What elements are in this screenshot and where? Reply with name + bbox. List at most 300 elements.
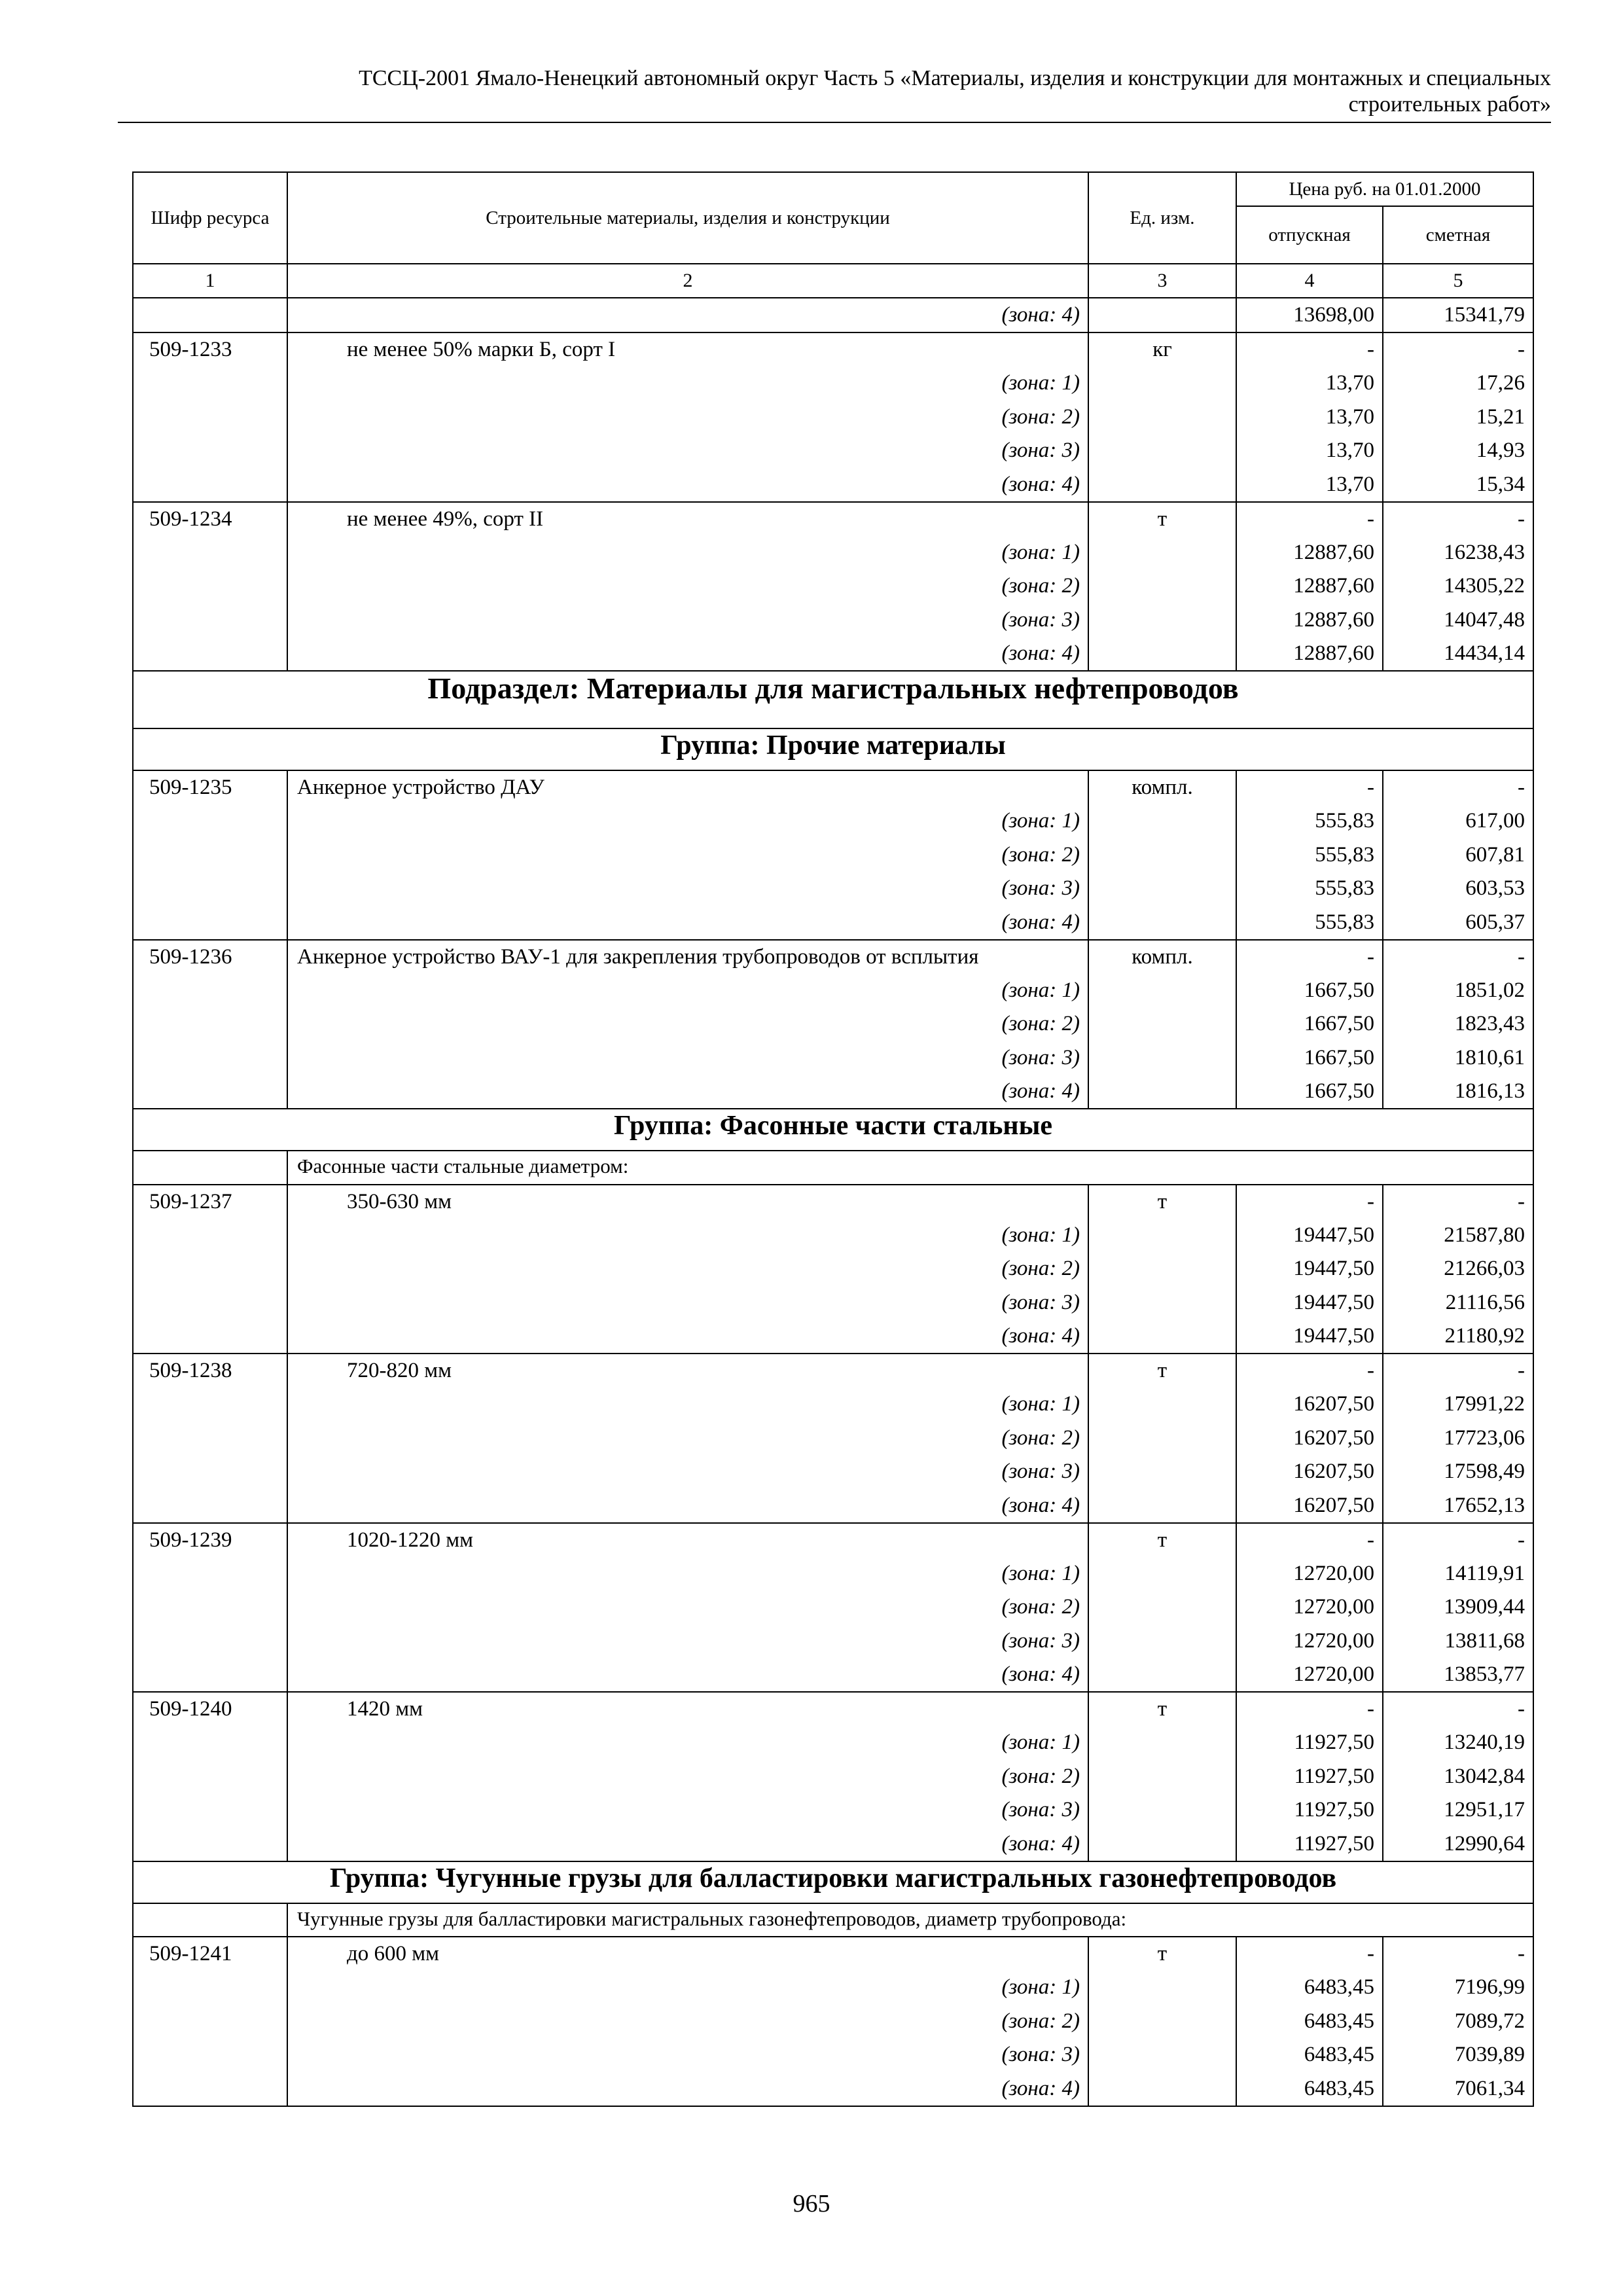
item-row (133, 770, 1533, 804)
estimate-price: - (1383, 332, 1533, 367)
item-name: 350-630 мм (287, 1185, 1088, 1219)
table-body-block (133, 1185, 1533, 1861)
empty-cell (133, 434, 287, 468)
empty-cell (1088, 1075, 1236, 1109)
estimate-price: 15,21 (1383, 401, 1533, 435)
group-note: Чугунные грузы для балластировки магистральных газонефтепроводов, диаметр трубопровода: (287, 1903, 1533, 1937)
empty-cell (133, 1286, 287, 1320)
estimate-price: 13811,68 (1383, 1624, 1533, 1659)
zone-label: (зона: 3) (287, 1793, 1088, 1827)
zone-price-row (133, 434, 1533, 468)
empty-cell (133, 1007, 287, 1041)
empty-cell (1088, 1827, 1236, 1861)
estimate-price: 1851,02 (1383, 974, 1533, 1008)
empty-cell (1088, 1760, 1236, 1794)
release-price: 6483,45 (1236, 2072, 1383, 2106)
unit-of-measure: т (1088, 1354, 1236, 1388)
estimate-price: 17991,22 (1383, 1388, 1533, 1422)
table-body-block (133, 1937, 1533, 2106)
zone-price-row (133, 637, 1533, 671)
zone-price-row (133, 1252, 1533, 1286)
release-price: 6483,45 (1236, 2005, 1383, 2039)
release-price: 16207,50 (1236, 1489, 1383, 1523)
release-price: 13698,00 (1236, 298, 1383, 332)
zone-price-row (133, 603, 1533, 637)
zone-price-row (133, 1219, 1533, 1253)
unit-of-measure: т (1088, 1692, 1236, 1726)
estimate-price: 21116,56 (1383, 1286, 1533, 1320)
empty-cell (1088, 1793, 1236, 1827)
zone-label: (зона: 2) (287, 1422, 1088, 1456)
estimate-price: 603,53 (1383, 872, 1533, 906)
empty-cell (1088, 974, 1236, 1008)
estimate-price: 21587,80 (1383, 1219, 1533, 1253)
zone-label: (зона: 3) (287, 2038, 1088, 2072)
empty-cell (1088, 1726, 1236, 1760)
zone-price-row (133, 1455, 1533, 1489)
empty-cell (133, 367, 287, 401)
empty-cell (133, 804, 287, 838)
resource-code: 509-1236 (133, 940, 287, 974)
unit-of-measure: кг (1088, 332, 1236, 367)
zone-price-row (133, 804, 1533, 838)
col-header-release: отпускная (1236, 206, 1383, 264)
zone-price-row (133, 1319, 1533, 1354)
empty-cell (133, 1388, 287, 1422)
zone-price-row (133, 1793, 1533, 1827)
zone-label: (зона: 1) (287, 1219, 1088, 1253)
estimate-price: 15,34 (1383, 468, 1533, 502)
page-number: 965 (793, 2190, 830, 2217)
estimate-price: - (1383, 940, 1533, 974)
zone-label: (зона: 3) (287, 434, 1088, 468)
zone-price-row (133, 974, 1533, 1008)
zone-label: (зона: 2) (287, 1590, 1088, 1624)
release-price: 16207,50 (1236, 1455, 1383, 1489)
empty-cell (1088, 838, 1236, 872)
release-price: 12887,60 (1236, 536, 1383, 570)
release-price: - (1236, 1937, 1383, 1971)
empty-cell (1088, 1041, 1236, 1075)
empty-cell (1088, 1624, 1236, 1659)
zone-price-row (133, 1041, 1533, 1075)
estimate-price: - (1383, 1523, 1533, 1557)
release-price: - (1236, 1692, 1383, 1726)
header-divider (118, 122, 1551, 123)
zone-label: (зона: 1) (287, 1726, 1088, 1760)
empty-cell (133, 906, 287, 940)
empty-cell (133, 2038, 287, 2072)
release-price: 12720,00 (1236, 1590, 1383, 1624)
release-price: 13,70 (1236, 401, 1383, 435)
zone-price-row (133, 838, 1533, 872)
estimate-price: 17598,49 (1383, 1455, 1533, 1489)
release-price: 555,83 (1236, 872, 1383, 906)
empty-cell (1088, 1219, 1236, 1253)
zone-label: (зона: 4) (287, 468, 1088, 502)
zone-price-row (133, 1971, 1533, 2005)
release-price: 12720,00 (1236, 1658, 1383, 1692)
estimate-price: 21180,92 (1383, 1319, 1533, 1354)
zone-label: (зона: 2) (287, 569, 1088, 603)
empty-cell (133, 468, 287, 502)
resource-code: 509-1234 (133, 502, 287, 536)
table-body-block (133, 298, 1533, 671)
empty-cell (133, 1971, 287, 2005)
estimate-price: 14047,48 (1383, 603, 1533, 637)
empty-cell (133, 1455, 287, 1489)
zone-label: (зона: 3) (287, 1041, 1088, 1075)
estimate-price: 1810,61 (1383, 1041, 1533, 1075)
zone-price-row (133, 1075, 1533, 1109)
estimate-price: 1816,13 (1383, 1075, 1533, 1109)
col-header-price: Цена руб. на 01.01.2000 (1236, 172, 1533, 206)
release-price: 1667,50 (1236, 1007, 1383, 1041)
zone-label: (зона: 4) (287, 906, 1088, 940)
empty-cell (133, 1658, 287, 1692)
zone-price-row (133, 2072, 1533, 2106)
empty-cell (1088, 872, 1236, 906)
empty-cell (1088, 804, 1236, 838)
header-line-1: ТССЦ-2001 Ямало-Ненецкий автономный округ Часть 5 «Материалы, изделия и конструкции для монтажных и специальных (359, 66, 1551, 90)
zone-price-row (133, 1726, 1533, 1760)
zone-price-row (133, 1760, 1533, 1794)
empty-cell (133, 1827, 287, 1861)
col-number: 4 (1236, 264, 1383, 298)
zone-label: (зона: 4) (287, 637, 1088, 671)
resource-code: 509-1241 (133, 1937, 287, 1971)
release-price: 11927,50 (1236, 1827, 1383, 1861)
zone-price-row (133, 1590, 1533, 1624)
zone-label: (зона: 1) (287, 536, 1088, 570)
estimate-price: - (1383, 502, 1533, 536)
estimate-price: 7061,34 (1383, 2072, 1533, 2106)
zone-label: (зона: 4) (287, 1319, 1088, 1354)
zone-label: (зона: 3) (287, 1624, 1088, 1659)
zone-label: (зона: 3) (287, 603, 1088, 637)
zone-price-row (133, 872, 1533, 906)
price-table (132, 171, 1534, 2107)
estimate-price: 21266,03 (1383, 1252, 1533, 1286)
estimate-price: 617,00 (1383, 804, 1533, 838)
release-price: 19447,50 (1236, 1286, 1383, 1320)
empty-cell (133, 872, 287, 906)
empty-cell (133, 2005, 287, 2039)
estimate-price: 7196,99 (1383, 1971, 1533, 2005)
zone-label: (зона: 3) (287, 1455, 1088, 1489)
resource-code: 509-1237 (133, 1185, 287, 1219)
empty-cell (1088, 1007, 1236, 1041)
empty-cell (1088, 2072, 1236, 2106)
release-price: 11927,50 (1236, 1760, 1383, 1794)
estimate-price: 12990,64 (1383, 1827, 1533, 1861)
col-header-estimate: сметная (1383, 206, 1533, 264)
release-price: 13,70 (1236, 367, 1383, 401)
empty-cell (1088, 1455, 1236, 1489)
release-price: 12887,60 (1236, 603, 1383, 637)
empty-cell (1088, 401, 1236, 435)
unit-of-measure: компл. (1088, 940, 1236, 974)
empty-cell (133, 1319, 287, 1354)
empty-cell (133, 603, 287, 637)
empty-cell (1088, 434, 1236, 468)
zone-price-row (133, 1658, 1533, 1692)
estimate-price: 607,81 (1383, 838, 1533, 872)
zone-label: (зона: 2) (287, 1007, 1088, 1041)
release-price: - (1236, 770, 1383, 804)
resource-code: 509-1238 (133, 1354, 287, 1388)
empty-cell (133, 1557, 287, 1591)
release-price: 1667,50 (1236, 1041, 1383, 1075)
resource-code: 509-1235 (133, 770, 287, 804)
release-price: - (1236, 1185, 1383, 1219)
empty-cell (133, 1219, 287, 1253)
empty-cell (133, 1252, 287, 1286)
zone-label: (зона: 1) (287, 804, 1088, 838)
empty-cell (133, 1726, 287, 1760)
table-body-block (133, 671, 1533, 770)
item-name: не менее 49%, сорт II (287, 502, 1088, 536)
estimate-price: 12951,17 (1383, 1793, 1533, 1827)
release-price: - (1236, 332, 1383, 367)
group-note-row (133, 1151, 1533, 1185)
zone-label: (зона: 1) (287, 974, 1088, 1008)
empty-cell (133, 1793, 287, 1827)
table-body-block (133, 1861, 1533, 1937)
estimate-price: - (1383, 1185, 1533, 1219)
estimate-price: 13909,44 (1383, 1590, 1533, 1624)
release-price: 19447,50 (1236, 1252, 1383, 1286)
empty-cell (133, 536, 287, 570)
estimate-price: 13853,77 (1383, 1658, 1533, 1692)
release-price: 1667,50 (1236, 974, 1383, 1008)
col-header-name: Строительные материалы, изделия и конструкции (287, 172, 1088, 264)
empty-cell (133, 1590, 287, 1624)
release-price: 555,83 (1236, 804, 1383, 838)
release-price: 6483,45 (1236, 1971, 1383, 2005)
zone-label: (зона: 4) (287, 298, 1088, 332)
empty-cell (1088, 468, 1236, 502)
release-price: 6483,45 (1236, 2038, 1383, 2072)
estimate-price: - (1383, 1354, 1533, 1388)
section-heading-row (133, 671, 1533, 728)
estimate-price: - (1383, 770, 1533, 804)
estimate-price: 14,93 (1383, 434, 1533, 468)
page-header (118, 65, 1551, 118)
empty-cell (1088, 569, 1236, 603)
item-name: Анкерное устройство ДАУ (287, 770, 1088, 804)
estimate-price: 14434,14 (1383, 637, 1533, 671)
estimate-price: 16238,43 (1383, 536, 1533, 570)
estimate-price: 1823,43 (1383, 1007, 1533, 1041)
empty-cell (133, 1041, 287, 1075)
item-row (133, 1937, 1533, 1971)
zone-price-row (133, 1827, 1533, 1861)
group-heading-row (133, 1109, 1533, 1151)
zone-price-row (133, 569, 1533, 603)
empty-cell (1088, 536, 1236, 570)
zone-label: (зона: 2) (287, 2005, 1088, 2039)
empty-cell (1088, 1489, 1236, 1523)
resource-code: 509-1239 (133, 1523, 287, 1557)
item-name: 1020-1220 мм (287, 1523, 1088, 1557)
empty-cell (133, 1624, 287, 1659)
empty-cell (133, 838, 287, 872)
zone-label: (зона: 2) (287, 838, 1088, 872)
unit-of-measure: т (1088, 1937, 1236, 1971)
release-price: 19447,50 (1236, 1319, 1383, 1354)
zone-price-row (133, 1422, 1533, 1456)
zone-price-row (133, 536, 1533, 570)
zone-label: (зона: 4) (287, 1658, 1088, 1692)
release-price: 1667,50 (1236, 1075, 1383, 1109)
zone-price-row (133, 1557, 1533, 1591)
col-number: 3 (1088, 264, 1236, 298)
zone-price-row (133, 367, 1533, 401)
empty-cell (133, 2072, 287, 2106)
zone-label: (зона: 1) (287, 1971, 1088, 2005)
empty-cell (1088, 1658, 1236, 1692)
estimate-price: 13042,84 (1383, 1760, 1533, 1794)
unit-of-measure: т (1088, 1523, 1236, 1557)
empty-cell (133, 1760, 287, 1794)
carry-over-row (133, 298, 1533, 332)
item-name: до 600 мм (287, 1937, 1088, 1971)
zone-label: (зона: 3) (287, 1286, 1088, 1320)
zone-price-row (133, 401, 1533, 435)
estimate-price: - (1383, 1692, 1533, 1726)
zone-price-row (133, 2038, 1533, 2072)
estimate-price: 14119,91 (1383, 1557, 1533, 1591)
estimate-price: 14305,22 (1383, 569, 1533, 603)
empty-cell (133, 1075, 287, 1109)
col-number: 1 (133, 264, 287, 298)
zone-price-row (133, 1489, 1533, 1523)
release-price: - (1236, 1523, 1383, 1557)
resource-code: 509-1233 (133, 332, 287, 367)
empty-cell (1088, 906, 1236, 940)
group-title: Группа: Прочие материалы (133, 728, 1533, 770)
unit-of-measure: т (1088, 1185, 1236, 1219)
table-body-block (133, 770, 1533, 1109)
estimate-price: 15341,79 (1383, 298, 1533, 332)
item-row (133, 1354, 1533, 1388)
release-price: 19447,50 (1236, 1219, 1383, 1253)
item-name: не менее 50% марки Б, сорт I (287, 332, 1088, 367)
item-row (133, 502, 1533, 536)
empty-cell (1088, 1590, 1236, 1624)
zone-label: (зона: 4) (287, 2072, 1088, 2106)
release-price: 12887,60 (1236, 569, 1383, 603)
zone-price-row (133, 1007, 1533, 1041)
group-note: Фасонные части стальные диаметром: (287, 1151, 1533, 1185)
empty-cell (1088, 2005, 1236, 2039)
estimate-price: 17,26 (1383, 367, 1533, 401)
item-name: 720-820 мм (287, 1354, 1088, 1388)
estimate-price: 13240,19 (1383, 1726, 1533, 1760)
release-price: 11927,50 (1236, 1793, 1383, 1827)
zone-label: (зона: 4) (287, 1075, 1088, 1109)
zone-label: (зона: 4) (287, 1827, 1088, 1861)
empty-cell (133, 974, 287, 1008)
release-price: 12720,00 (1236, 1624, 1383, 1659)
item-row (133, 332, 1533, 367)
item-name: Анкерное устройство ВАУ-1 для закрепления трубопроводов от всплытия (287, 940, 1088, 974)
estimate-price: 17723,06 (1383, 1422, 1533, 1456)
empty-cell (1088, 1252, 1236, 1286)
empty-cell (133, 637, 287, 671)
zone-label: (зона: 4) (287, 1489, 1088, 1523)
estimate-price: 605,37 (1383, 906, 1533, 940)
empty-cell (133, 569, 287, 603)
empty-cell (1088, 1557, 1236, 1591)
empty-cell (1088, 603, 1236, 637)
release-price: 16207,50 (1236, 1422, 1383, 1456)
empty-cell (133, 1489, 287, 1523)
release-price: 555,83 (1236, 838, 1383, 872)
estimate-price: 7039,89 (1383, 2038, 1533, 2072)
zone-label: (зона: 1) (287, 1388, 1088, 1422)
estimate-price: 7089,72 (1383, 2005, 1533, 2039)
zone-label: (зона: 3) (287, 872, 1088, 906)
zone-label: (зона: 2) (287, 401, 1088, 435)
group-note-row (133, 1903, 1533, 1937)
group-heading-row (133, 728, 1533, 770)
item-row (133, 1185, 1533, 1219)
empty-cell (133, 401, 287, 435)
zone-price-row (133, 468, 1533, 502)
item-row (133, 1692, 1533, 1726)
release-price: 555,83 (1236, 906, 1383, 940)
zone-price-row (133, 1388, 1533, 1422)
col-number: 5 (1383, 264, 1533, 298)
empty-cell (1088, 2038, 1236, 2072)
empty-cell (1088, 637, 1236, 671)
release-price: 11927,50 (1236, 1726, 1383, 1760)
resource-code: 509-1240 (133, 1692, 287, 1726)
zone-label: (зона: 1) (287, 1557, 1088, 1591)
group-title: Группа: Фасонные части стальные (133, 1109, 1533, 1151)
zone-label: (зона: 1) (287, 367, 1088, 401)
unit-of-measure: компл. (1088, 770, 1236, 804)
empty-cell (1088, 1388, 1236, 1422)
col-header-code: Шифр ресурса (133, 172, 287, 264)
release-price: 12887,60 (1236, 637, 1383, 671)
zone-label: (зона: 2) (287, 1760, 1088, 1794)
section-title: Подраздел: Материалы для магистральных нефтепроводов (133, 671, 1533, 728)
zone-price-row (133, 1624, 1533, 1659)
col-number: 2 (287, 264, 1088, 298)
item-row (133, 940, 1533, 974)
estimate-price: 17652,13 (1383, 1489, 1533, 1523)
item-row (133, 1523, 1533, 1557)
group-title: Группа: Чугунные грузы для балластировки магистральных газонефтепроводов (133, 1861, 1533, 1903)
release-price: 13,70 (1236, 434, 1383, 468)
table-body-block (133, 1109, 1533, 1185)
empty-cell (1088, 1422, 1236, 1456)
header-line-2: строительных работ» (1348, 92, 1551, 117)
empty-cell (1088, 367, 1236, 401)
release-price: 16207,50 (1236, 1388, 1383, 1422)
col-header-unit: Ед. изм. (1088, 172, 1236, 264)
estimate-price: - (1383, 1937, 1533, 1971)
empty-cell (1088, 1286, 1236, 1320)
zone-price-row (133, 1286, 1533, 1320)
release-price: 13,70 (1236, 468, 1383, 502)
empty-cell (1088, 1319, 1236, 1354)
release-price: - (1236, 502, 1383, 536)
unit-of-measure: т (1088, 502, 1236, 536)
